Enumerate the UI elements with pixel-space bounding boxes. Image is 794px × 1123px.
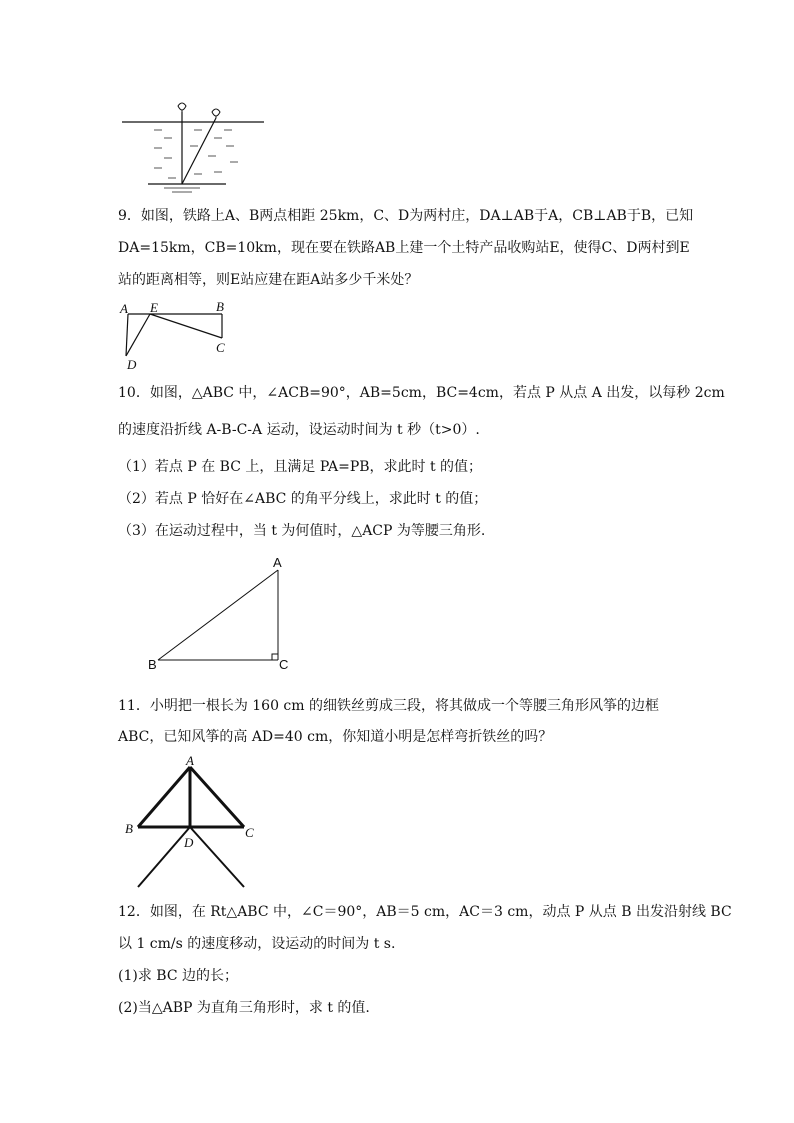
q10-part-1: （1）若点 P 在 BC 上，且满足 PA=PB，求此时 t 的值；: [118, 459, 483, 475]
q11-line-1: 11．小明把一根长为 160 cm 的细铁丝剪成三段，将其做成一个等腰三角形风筝的边框: [118, 698, 660, 714]
q10-line-2: 的速度沿折线 A-B-C-A 运动，设运动时间为 t 秒（t>0）.: [118, 422, 480, 438]
q9-label-A: A: [120, 301, 128, 316]
q11-line-2: ABC，已知风筝的高 AD=40 cm，你知道小明是怎样弯折铁丝的吗？: [118, 729, 553, 745]
right-triangle-figure: [140, 555, 300, 675]
q11-label-B: B: [125, 821, 133, 836]
q11-label-C: C: [245, 825, 254, 840]
q9-label-E: E: [150, 300, 158, 315]
q9-line-2: DA=15km，CB=10km，现在要在铁路AB上建一个土特产品收购站E，使得C、D两村到E: [118, 240, 690, 256]
q10-label-B: B: [148, 657, 157, 672]
q10-label-A: A: [273, 555, 282, 570]
q10-label-C: C: [279, 657, 289, 672]
q9-label-C: C: [216, 340, 225, 355]
lotus-pond-figure: [118, 100, 268, 192]
q10-part-2: （2）若点 P 恰好在∠ABC 的角平分线上，求此时 t 的值；: [118, 491, 488, 507]
q9-line-1: 9．如图，铁路上A、B两点相距 25km，C、D为两村庄，DA⊥AB于A，CB⊥AB于B，已知: [118, 208, 694, 224]
q12-line-2: 以 1 cm/s 的速度移动，设运动的时间为 t s.: [118, 936, 396, 952]
q10-part-3: （3）在运动过程中，当 t 为何值时，△ACP 为等腰三角形.: [118, 523, 486, 539]
q12-part-2: (2)当△ABP 为直角三角形时，求 t 的值.: [118, 1000, 370, 1016]
q11-label-A: A: [186, 753, 194, 768]
q11-label-D: D: [184, 835, 194, 850]
q10-line-1: 10．如图，△ABC 中，∠ACB=90°，AB=5cm，BC=4cm，若点 P 从点 A 出发，以每秒 2cm: [118, 385, 725, 401]
q9-label-B: B: [216, 299, 224, 314]
q9-label-D: D: [127, 357, 137, 372]
q9-line-3: 站的距离相等，则E站应建在距A站多少千米处？: [118, 272, 419, 288]
q12-line-1: 12．如图，在 Rt△ABC 中，∠C＝90°，AB＝5 cm，AC＝3 cm，动点 P 从点 B 出发沿射线 BC: [118, 904, 732, 920]
q12-part-1: (1)求 BC 边的长；: [118, 968, 238, 984]
